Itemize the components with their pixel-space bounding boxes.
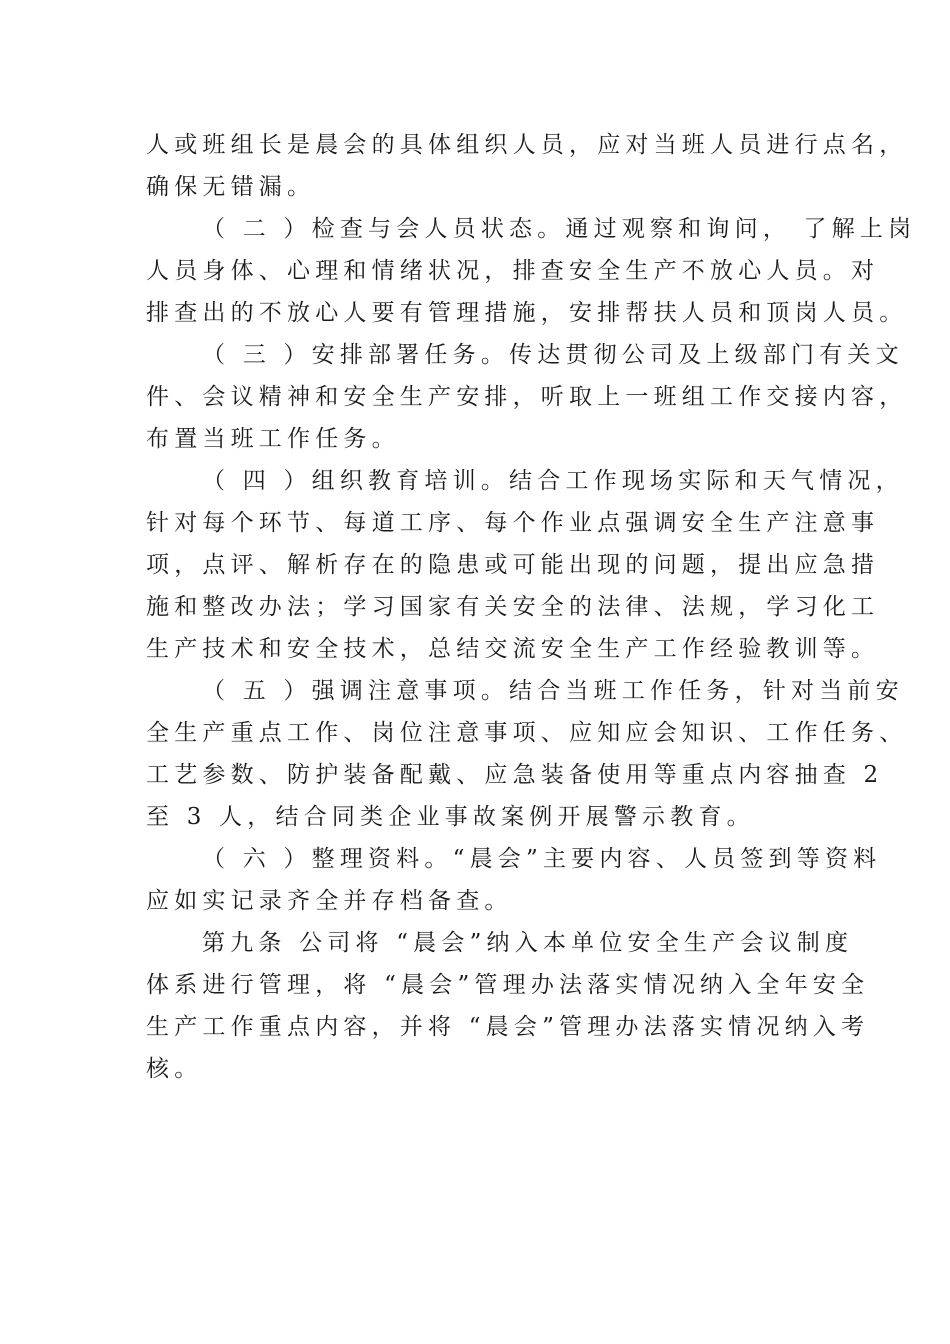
text-line: 体系进行管理，将 “晨会”管理办法落实情况纳入全年安全	[146, 972, 870, 998]
text-line: 施和整改办法；学习国家有关安全的法律、法规，学习化工	[146, 594, 880, 620]
text-line: 排查出的不放心人要有管理措施，安排帮扶人员和顶岗人员。	[146, 300, 908, 326]
paragraph-start-line: （ 三 ）安排部署任务。传达贯彻公司及上级部门有关文	[202, 342, 904, 368]
text-line: 确保无错漏。	[146, 174, 316, 200]
text-line: 生产技术和安全技术，总结交流安全生产工作经验教训等。	[146, 636, 880, 662]
text-line: 核。	[146, 1056, 203, 1082]
document-body	[146, 124, 917, 1090]
paragraph-start-line: （ 四 ）组织教育培训。结合工作现场实际和天气情况，	[202, 468, 904, 494]
text-line: 人员身体、心理和情绪状况，排查安全生产不放心人员。对	[146, 258, 880, 284]
text-line: 至 3 人，结合同类企业事故案例开展警示教育。	[146, 804, 755, 830]
text-line: 布置当班工作任务。	[146, 426, 400, 452]
paragraph-start-line: （ 二 ）检查与会人员状态。通过观察和询问， 了解上岗	[202, 216, 917, 242]
paragraph-start-line: （ 六 ）整理资料。“晨会”主要内容、人员签到等资料	[202, 846, 882, 872]
text-line: 工艺参数、防护装备配戴、应急装备使用等重点内容抽查 2	[146, 762, 884, 788]
text-line: 应如实记录齐全并存档备查。	[146, 888, 513, 914]
text-line: 生产工作重点内容，并将 “晨会”管理办法落实情况纳入考	[146, 1014, 870, 1040]
text-line: 人或班组长是晨会的具体组织人员，应对当班人员进行点名，	[146, 132, 908, 158]
text-line: 全生产重点工作、岗位注意事项、应知应会知识、工作任务、	[146, 720, 908, 746]
text-line: 针对每个环节、每道工序、每个作业点强调安全生产注意事	[146, 510, 880, 536]
paragraph-start-line: （ 五 ）强调注意事项。结合当班工作任务，针对当前安	[202, 678, 904, 704]
text-line: 件、会议精神和安全生产安排，听取上一班组工作交接内容，	[146, 384, 908, 410]
text-line: 项，点评、解析存在的隐患或可能出现的问题，提出应急措	[146, 552, 880, 578]
paragraph-start-line: 第九条 公司将 “晨会”纳入本单位安全生产会议制度	[202, 930, 854, 956]
